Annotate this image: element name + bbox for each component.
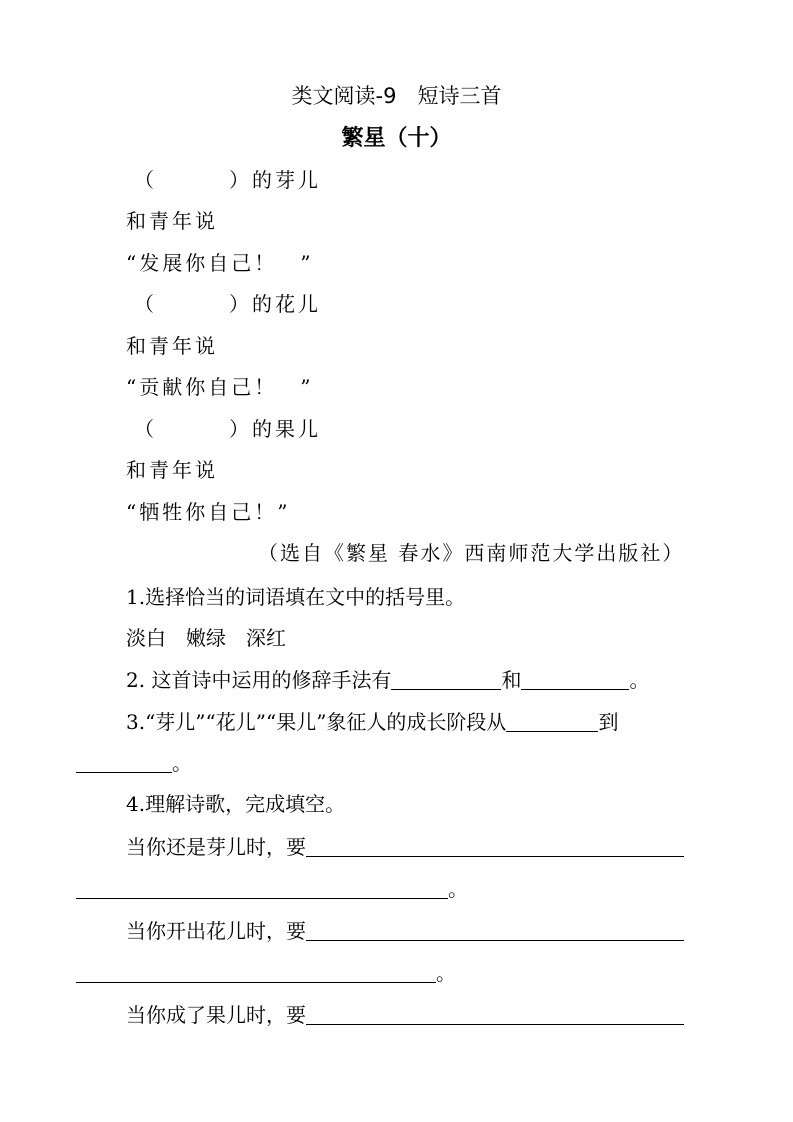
answer-blank[interactable] (306, 836, 684, 857)
question-3: 3.“芽儿”“花儿”“果儿”象征人的成长阶段从 到 (126, 710, 619, 734)
poem-line (134, 294, 321, 314)
answer-blank[interactable] (306, 1004, 684, 1025)
answer-blank[interactable] (76, 878, 448, 899)
question-4a-cont: 。 (76, 878, 468, 899)
answer-blank[interactable] (76, 752, 172, 773)
poem-line: 和青年说 (126, 209, 218, 233)
page-title: 类文阅读-9 短诗三首 (291, 84, 502, 108)
paren-close: ）的果儿 (229, 417, 321, 441)
poem-source: （选自《繁星 春水》西南师范大学出版社） (258, 541, 685, 565)
answer-blank[interactable] (391, 669, 501, 690)
answer-blank[interactable] (521, 669, 629, 690)
poem-line (134, 170, 321, 190)
poem-line: 和青年说 (126, 334, 218, 358)
question-4b: 当你开出花儿时，要 (126, 920, 684, 941)
question-4b-cont: 。 (76, 962, 456, 983)
paren-close: ）的芽儿 (229, 168, 321, 192)
poem-line: “发展你自己！ ” (126, 251, 314, 275)
poem-line (134, 419, 321, 439)
question-4: 4.理解诗歌，完成填空。 (126, 792, 346, 816)
paren-open: （ (134, 168, 157, 192)
paren-open: （ (134, 292, 157, 316)
answer-blank[interactable] (506, 711, 598, 732)
question-1-options: 淡白 嫩绿 深红 (126, 626, 286, 650)
poem-title: 繁星（十） (341, 126, 452, 151)
poem-line: “贡献你自己！ ” (126, 375, 314, 399)
poem-line: “牺牲你自己！” (126, 500, 291, 524)
question-4a: 当你还是芽儿时，要 (126, 836, 684, 857)
poem-line: 和青年说 (126, 458, 218, 482)
paren-close: ）的花儿 (229, 292, 321, 316)
question-2: 2. 这首诗中运用的修辞手法有 和 。 (126, 668, 650, 692)
question-3-cont: 。 (76, 752, 192, 773)
question-4c: 当你成了果儿时，要 (126, 1004, 684, 1025)
answer-blank[interactable] (76, 962, 436, 983)
paren-open: （ (134, 417, 157, 441)
answer-blank[interactable] (306, 920, 684, 941)
question-1: 1.选择恰当的词语填在文中的括号里。 (126, 585, 466, 609)
